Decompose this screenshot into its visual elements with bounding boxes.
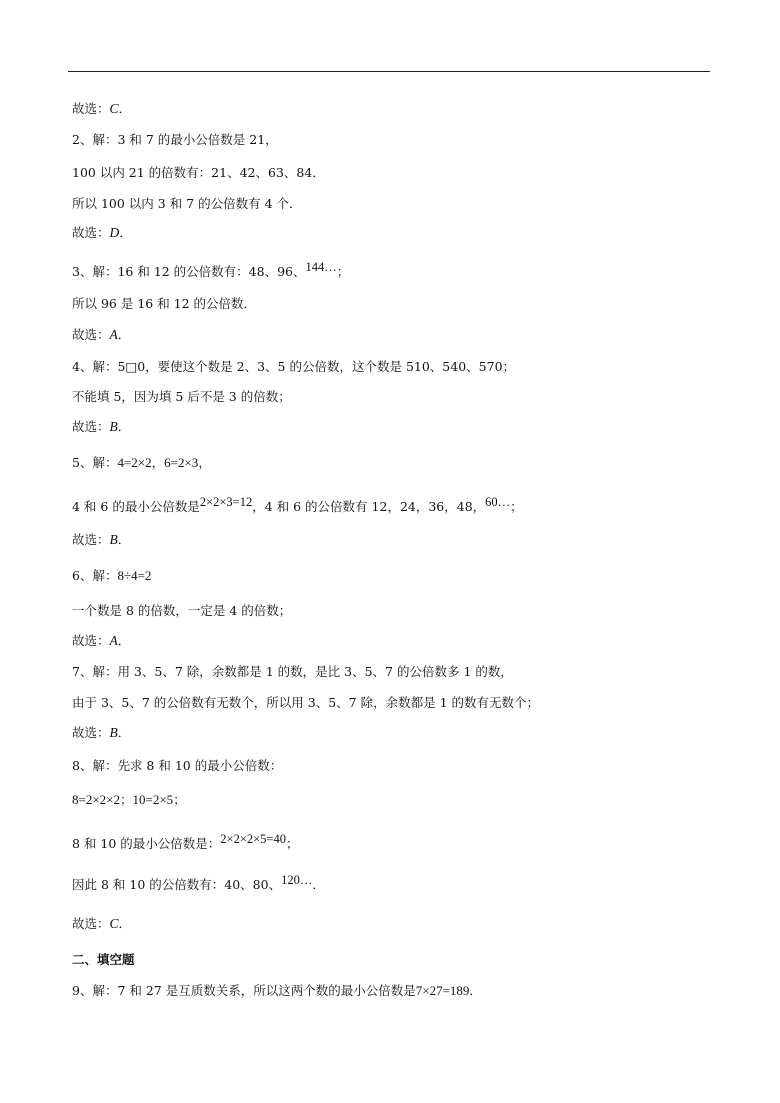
solution-9-line-1 — [72, 983, 482, 999]
solution-8-line-2 — [72, 792, 186, 808]
math-answer: B — [109, 419, 118, 434]
text: ． — [119, 225, 132, 240]
text: 6、解： — [72, 568, 118, 583]
solution-4-line-1: 4、解：5□0，要使这个数是 2、3、5 的公倍数，这个数是 510、540、570； — [72, 359, 516, 374]
text: 5、解： — [72, 455, 118, 470]
math-answer: B — [109, 725, 118, 740]
header-rule — [68, 71, 710, 72]
solution-7-line-2: 由于 3、5、7 的公倍数有无数个，所以用 3、5、7 除，余数都是 1 的数有无数个； — [72, 695, 540, 710]
text: ． — [117, 327, 131, 342]
answer-line-1 — [72, 101, 131, 117]
solution-3-line-1 — [72, 260, 350, 280]
math-answer: C — [109, 101, 119, 116]
text: 故选： — [72, 532, 110, 547]
answer-line-3 — [72, 327, 130, 343]
solution-4-line-2: 不能填 5，因为填 5 后不是 3 的倍数； — [72, 389, 291, 404]
solution-3-line-2: 所以 96 是 16 和 12 的公倍数． — [72, 296, 257, 311]
text: ． — [469, 983, 482, 998]
text: ． — [117, 725, 131, 740]
solution-6-line-1 — [72, 568, 151, 584]
math-expression: 10=2×5 — [132, 792, 174, 807]
math-expression: 2×2×3=12 — [199, 495, 253, 509]
text: 9、解：7 和 27 是互质数关系，所以这两个数的最小公倍数是 — [72, 983, 416, 998]
text: ． — [117, 532, 131, 547]
text: 因此 8 和 10 的公倍数有：40、80、 — [72, 877, 282, 892]
solution-2-line-3: 所以 100 以内 3 和 7 的公倍数有 4 个． — [72, 196, 302, 211]
math-expression: 120… — [281, 873, 313, 887]
answer-line-5 — [72, 532, 130, 548]
math-expression: 144… — [305, 260, 337, 274]
text: ， — [198, 455, 211, 470]
text: 故选： — [72, 101, 110, 116]
math-expression: 7×27=189 — [415, 983, 470, 998]
text: ， — [151, 455, 165, 470]
math-expression: 6=2×3 — [164, 455, 199, 470]
solution-8-line-3 — [72, 832, 299, 852]
text: 故选： — [72, 633, 110, 648]
answer-line-8 — [72, 916, 131, 932]
answer-line-2 — [72, 225, 132, 241]
section-heading: 二、填空题 — [72, 952, 135, 967]
solution-6-line-2: 一个数是 8 的倍数，一定是 4 的倍数； — [72, 603, 292, 618]
text: ； — [336, 264, 350, 279]
math-answer: B — [109, 532, 118, 547]
math-expression: 2×2×2×5=40 — [220, 832, 286, 846]
solution-8-line-4 — [72, 873, 325, 893]
text: ． — [117, 419, 131, 434]
text: ． — [312, 877, 325, 892]
solution-2-line-1: 2、解：3 和 7 的最小公倍数是 21， — [72, 132, 278, 147]
text: ． — [117, 633, 131, 648]
math-answer: A — [109, 327, 118, 342]
solution-8-line-1: 8、解：先求 8 和 10 的最小公倍数： — [72, 758, 283, 773]
text: 8 和 10 的最小公倍数是： — [72, 836, 221, 851]
math-answer: A — [109, 633, 118, 648]
math-expression: 8÷4=2 — [117, 568, 152, 583]
solution-2-line-2: 100 以内 21 的倍数有：21、42、63、84． — [72, 165, 325, 180]
math-expression: 60… — [485, 495, 511, 509]
text: 故选： — [72, 916, 110, 931]
text: ； — [173, 792, 186, 807]
text: 故选： — [72, 419, 110, 434]
text: ； — [285, 836, 299, 851]
math-expression: 8=2×2×2 — [72, 792, 120, 807]
solution-7-line-1: 7、解：用 3、5、7 除，余数都是 1 的数，是比 3、5、7 的公倍数多 1 的数， — [72, 664, 513, 679]
text: 3、解：16 和 12 的公倍数有：48、96、 — [72, 264, 306, 279]
answer-line-4 — [72, 419, 130, 435]
text: ． — [118, 916, 132, 931]
text: ； — [510, 499, 523, 514]
text: 故选： — [72, 725, 110, 740]
text: ，4 和 6 的公倍数有 12，24，36，48， — [252, 499, 486, 514]
text: 故选： — [72, 225, 110, 240]
math-answer: C — [109, 916, 119, 931]
answer-line-7 — [72, 725, 130, 741]
math-answer: D — [109, 225, 120, 240]
text: 4 和 6 的最小公倍数是 — [72, 499, 200, 514]
solution-5-line-2 — [72, 495, 523, 515]
solution-5-line-1 — [72, 455, 211, 471]
text: ； — [120, 792, 133, 807]
text: ． — [118, 101, 132, 116]
answer-line-6 — [72, 633, 130, 649]
text: 故选： — [72, 327, 110, 342]
math-expression: 4=2×2 — [117, 455, 152, 470]
